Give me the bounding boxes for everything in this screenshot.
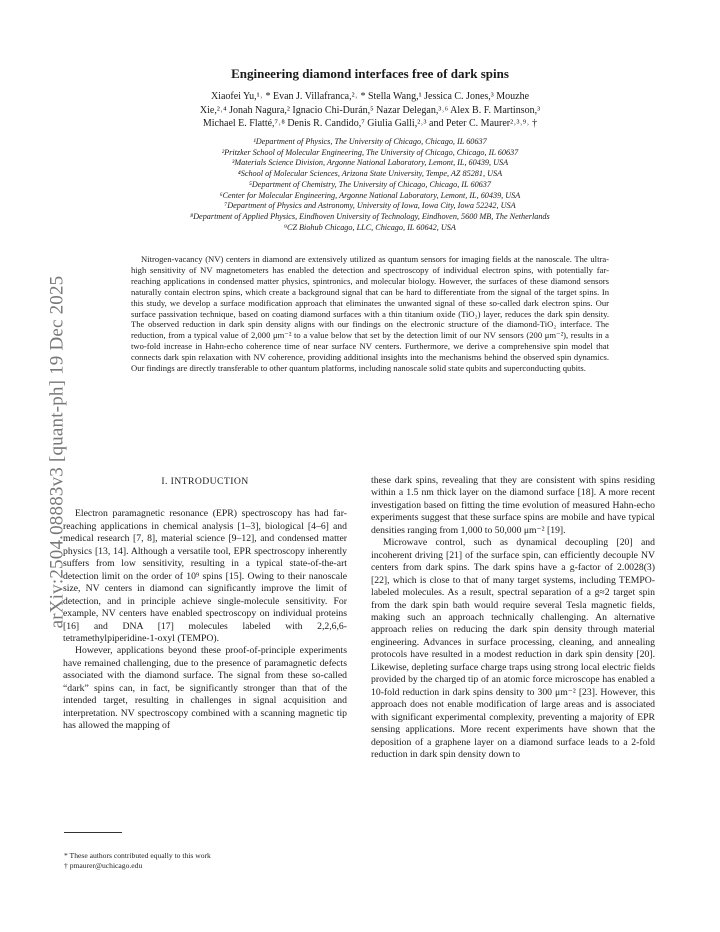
author-line: Xiaofei Yu,¹˒ * Evan J. Villafranca,²˒ * Stella Wang,¹ Jessica C. Jones,³ Mouzhe [210,91,530,102]
body-paragraph: However, applications beyond these proof-of-principle experiments have remained challenging, due to the presence of paramagnetic defects associated with the diamond surface. The signal from these so-called “dark” spins can, in fact, be significantly stronger than that of the intended target, resulting in challenges in signal acquisition and interpretation. NV spectroscopy combined with a scanning magnetic tip has allowed the mapping of [63,645,347,732]
body-paragraph: Microwave control, such as dynamical decoupling [20] and incoherent driving [21] of the surface spin, can efficiently decouple NV centers from dark spins. The dark spins have a g-factor of 2.0028(3) [22], which is close to that of many target systems, including TEMPO-labeled molecules. As a result, spectral separation of a g≈2 target spin from the dark spin bath would require several Tesla magnetic fields, making such an approach technically challenging. An alternative approach relies on reducing the dark spin density through material engineering. Advances in surface processing, cleaning, and annealing protocols have resulted in a modest reduction in dark spin density [20]. Likewise, depleting surface charge traps using strong local electric fields provided by the charged tip of an atomic force microscope has enabled a 10-fold reduction in dark spins density to 300 μm⁻² [23]. However, this approach does not enable modification of large areas and is associated with significant experimental complexity, preventing a majority of EPR sensing applications. More recent experiments have shown that the deposition of a graphene layer on a diamond surface leads to a 2-fold reduction in dark spin density down to [371,537,655,760]
left-column [63,476,347,733]
body-paragraph: Electron paramagnetic resonance (EPR) spectroscopy has had far-reaching applications in chemical analysis [1–3], biological [4–6] and medical research [7, 8], material science [9–12], and condensed matter physics [13, 14]. Although a versatile tool, EPR spectroscopy inherently suffers from low sensitivity, resulting in a typical state-of-the-art detection limit on the order of 10⁹ spins [15]. Owing to their nanoscale size, NV centers in diamond can significantly improve the limit of detection, and in principle achieve single-molecule sensitivity. For example, NV centers have enabled spectroscopy on individual proteins [16] and DNA [17] molecules labeled with 2,2,6,6-tetramethylpiperidine-1-oxyl (TEMPO). [63,508,347,644]
arxiv-identifier: arXiv:2504.08883v3 [quant-ph] 19 Dec 2025 [46,275,67,629]
paper-title: Engineering diamond interfaces free of dark spins [231,66,509,81]
body-paragraph: these dark spins, revealing that they are consistent with spins residing within a 1.5 nm thick layer on the diamond surface [18]. A more recent investigation based on fitting the time evolution of measured Hahn-echo experiments suggest that these surface spins are mobile and have typical densities ranging from 1,000 to 50,000 μm⁻² [19]. [371,475,655,536]
affiliation: ⁸Department of Applied Physics, Eindhoven University of Technology, Eindhoven, 5600 MB, The Netherlands [190,211,550,221]
affiliation: ⁹CZ Biohub Chicago, LLC, Chicago, IL 60642, USA [284,222,456,232]
author-line: Xie,²˒⁴ Jonah Nagura,² Ignacio Chi-Durán,⁵ Nazar Delegan,³˒⁶ Alex B. F. Martinson,³ [199,104,541,116]
affiliation: ³Materials Science Division, Argonne National Laboratory, Lemont, IL, 60439, USA [231,158,509,168]
author-line: Michael E. Flatté,⁷˒⁸ Denis R. Candido,⁷ Giulia Galli,²˒³ and Peter C. Maurer²˒³˒⁹˒ † [202,118,538,129]
abstract: Nitrogen-vacancy (NV) centers in diamond are extensively utilized as quantum sensors for imaging fields at the nanoscale. The ultra-high sensitivity of NV magnetometers has enabled the detection and spectroscopy of individual electron spins, with potentially far-reaching applications in condensed matter physics, spintronics, and molecular biology. However, the surfaces of these diamond sensors naturally contain electron spins, which create a background signal that can be hard to differentiate from the signal of the target spins. In this study, we develop a surface modification approach that eliminates the unwanted signal of these so-called dark electron spins. Our surface passivation technique, based on coating diamond surfaces with a thin titanium oxide (TiO₂) layer, reduces the dark spin density. The observed reduction in dark spin density aligns with our findings on the electronic structure of the diamond-TiO₂ interface. The reduction, from a typical value of 2,000 μm⁻² to a value below that set by the detection limit of our NV sensors (200 μm⁻²), results in a two-fold increase in Hahn-echo coherence time of near surface NV centers. Furthermore, we derive a comprehensive spin model that connects dark spin relaxation with NV coherence, providing additional insights into the mechanisms behind the observed spin dynamics. Our findings are directly transferable to other quantum platforms, including nanoscale solid state qubits and superconducting qubits. [131,254,609,374]
author-list [100,90,640,131]
affiliation: ⁷Department of Physics and Astronomy, University of Iowa, Iowa City, Iowa 52242, USA [224,201,516,211]
footnote-equal-contribution: * These authors contributed equally to this work [64,851,211,860]
affiliation: ⁴School of Molecular Sciences, Arizona State University, Tempe, AZ 85281, USA [237,169,503,179]
section-heading: I. INTRODUCTION [161,476,249,487]
footnote-divider [64,832,122,833]
footnote-email: † pmaurer@uchicago.edu [64,861,143,870]
footnotes [64,851,348,871]
right-column [371,475,655,761]
affiliation: ⁵Department of Chemistry, The University of Chicago, Chicago, IL 60637 [249,179,491,189]
affiliation: ¹Department of Physics, The University of Chicago, Chicago, IL 60637 [253,137,487,146]
affiliation: ⁶Center for Molecular Engineering, Argonne National Laboratory, Lemont, IL, 60439, USA [219,190,521,200]
affiliation-list [85,137,655,233]
affiliation: ²Pritzker School of Molecular Engineering, The University of Chicago, Chicago, IL 60637 [221,147,519,157]
